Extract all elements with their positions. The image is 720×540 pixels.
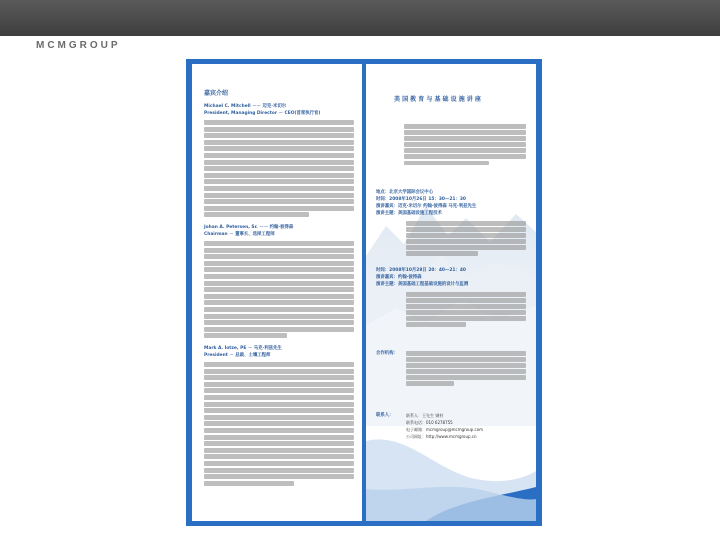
company-logo: MCMGROUP xyxy=(36,40,121,51)
speaker-1-role: President, Managing Director － CEO(首席执行官) xyxy=(204,111,321,116)
speaker-2-bio xyxy=(204,241,354,340)
contact-website[interactable]: 公司网址：http://www.mcmgroup.cn xyxy=(406,434,477,439)
contact-email[interactable]: 电子邮箱：mcmgroup@mcmgroup.com xyxy=(406,427,484,432)
session2-speaker: 演讲嘉宾：约翰·彼得森 xyxy=(376,275,422,280)
blue-wave-decoration xyxy=(366,401,536,521)
speaker-3-name: Mark A. Iotze, PE － 马克·利兹先生 xyxy=(204,346,282,351)
session2-topic: 演讲主题：美国基础工程基础设施的设计与监测 xyxy=(376,282,469,287)
speakers-section-title: 嘉宾介绍 xyxy=(204,90,229,97)
contact-phone: 联系电话：010 6278755 xyxy=(406,420,453,425)
top-banner xyxy=(0,0,720,36)
intro-paragraph xyxy=(404,124,526,167)
speaker-2-name: Johan A. Petersen, Sr. －－ 约翰·彼得森 xyxy=(204,225,294,230)
session1-topic: 演讲主题：美国基础设施工程技术 xyxy=(376,211,442,216)
session2-description xyxy=(406,292,526,329)
lecture-title: 美 国 教 育 与 基 础 设 施 讲 座 xyxy=(394,96,481,103)
location-text: 地点：北京大学国际会议中心 xyxy=(376,190,434,195)
session1-speaker: 演讲嘉宾：迈克·米切尔 约翰·彼得森 马克·利兹先生 xyxy=(376,204,477,209)
speaker-2-role: Chairman － 董事长、选择工程师 xyxy=(204,232,275,237)
session1-description xyxy=(406,221,526,258)
sponsor-list xyxy=(406,351,526,388)
brochure-spread xyxy=(186,59,542,526)
session2-time: 时间：2008年10月28日 20：40—21：40 xyxy=(376,268,466,273)
right-panel xyxy=(366,64,536,521)
sponsor-label: 合作机构： xyxy=(376,351,398,356)
session1-time: 时间：2008年10月26日 15：30—21：30 xyxy=(376,197,466,202)
contact-label: 联系人： xyxy=(376,413,394,418)
speaker-3-bio xyxy=(204,362,354,487)
speaker-3-role: President － 总裁、土壤工程师 xyxy=(204,353,271,358)
contact-person: 联系人：王先生 钢材 xyxy=(406,413,444,418)
speaker-1-bio xyxy=(204,120,354,219)
left-panel xyxy=(192,64,362,521)
speaker-1-name: Michael C. Mitchell －－ 迈克·米切尔 xyxy=(204,104,287,109)
